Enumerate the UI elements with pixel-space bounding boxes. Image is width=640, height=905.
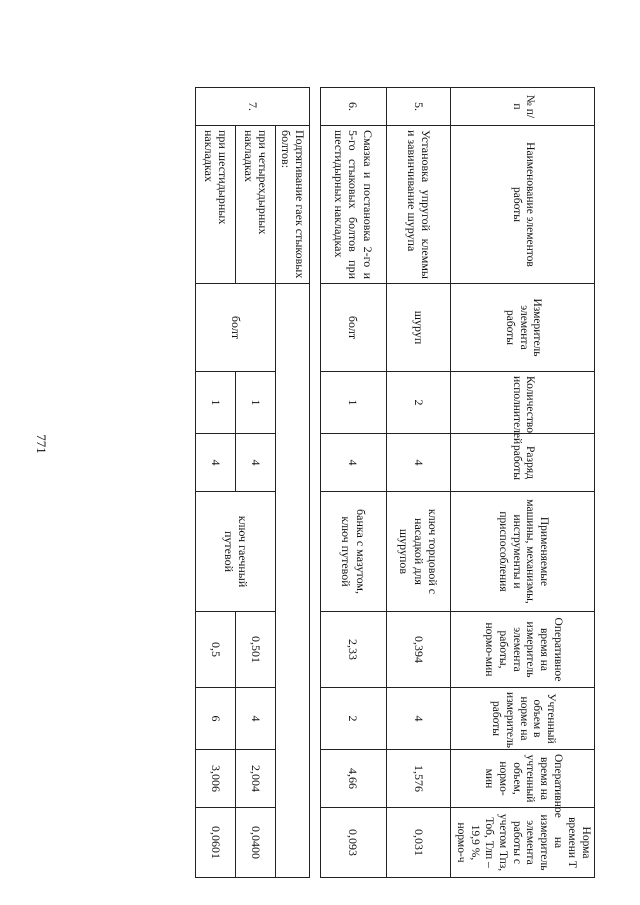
header-tools: Применяемые машины, механизмы, инструменты и приспособления xyxy=(451,492,595,612)
sub-row-op-time: 0,501 xyxy=(236,612,276,688)
norm-table xyxy=(195,87,595,878)
row-num: 6. xyxy=(320,88,386,126)
group-meter: болт xyxy=(196,284,277,372)
sub-row-name: при четырехдырных накладках xyxy=(236,126,276,284)
row-op-time: 2,33 xyxy=(320,612,386,688)
sub-row-volume: 6 xyxy=(196,688,236,750)
table-row xyxy=(196,88,236,878)
group-title: Подтягивание гаек стыковых болтов: xyxy=(276,126,310,284)
sub-row-workers: 1 xyxy=(196,372,236,434)
spacer-cell xyxy=(310,88,320,878)
row-grade: 4 xyxy=(320,434,386,492)
sub-row-norm: 0,0601 xyxy=(196,808,236,878)
group-title-row xyxy=(276,88,310,878)
row-op-time: 0,394 xyxy=(386,612,450,688)
row-num: 5. xyxy=(386,88,450,126)
row-volume: 2 xyxy=(320,688,386,750)
sub-row-norm: 0,0400 xyxy=(236,808,276,878)
row-workers: 2 xyxy=(386,372,450,434)
header-meter: Измеритель элемента работы xyxy=(451,284,595,372)
header-name: Наименование элементов работы xyxy=(451,126,595,284)
header-row xyxy=(451,88,595,878)
sub-row-op-time: 0,5 xyxy=(196,612,236,688)
header-volume: Учтенный объем в норме на измеритель работы xyxy=(451,688,595,750)
header-grade: Разряд работы xyxy=(451,434,595,492)
sub-row-op-time-volume: 3,006 xyxy=(196,750,236,808)
page-number: 771 xyxy=(34,434,49,454)
spacer-row xyxy=(310,88,320,878)
row-name: Установка упругой клеммы и завинчивание шурупа xyxy=(386,126,450,284)
row-tools: ключ торцовой с насадкой для шурупов xyxy=(386,492,450,612)
sub-row-workers: 1 xyxy=(236,372,276,434)
row-name: Смазка и постановка 2-го и 5-го стыковых болтов при шестидырных накладках xyxy=(320,126,386,284)
row-meter: шуруп xyxy=(386,284,450,372)
header-workers: Количество исполнителей xyxy=(451,372,595,434)
row-op-time-volume: 1,576 xyxy=(386,750,450,808)
header-op-time: Оперативное время на измеритель элемента работы, нормо-мин xyxy=(451,612,595,688)
row-tools: банка с мазутом, ключ путевой xyxy=(320,492,386,612)
sub-row-grade: 4 xyxy=(236,434,276,492)
group-tools: ключ гаечный путевой xyxy=(196,492,277,612)
norm-table-rotated xyxy=(195,87,595,877)
sub-row-volume: 4 xyxy=(236,688,276,750)
sub-row-name: при шестидырных накладках xyxy=(196,126,236,284)
row-workers: 1 xyxy=(320,372,386,434)
row-meter: болт xyxy=(320,284,386,372)
sub-row-grade: 4 xyxy=(196,434,236,492)
row-op-time-volume: 4,66 xyxy=(320,750,386,808)
sub-row-op-time-volume: 2,004 xyxy=(236,750,276,808)
table-row xyxy=(236,88,276,878)
header-num: № п/п xyxy=(451,88,595,126)
row-volume: 4 xyxy=(386,688,450,750)
row-norm: 0,031 xyxy=(386,808,450,878)
group-num: 7. xyxy=(196,88,310,126)
table-row xyxy=(386,88,450,878)
group-title-filler xyxy=(276,284,310,878)
table-row xyxy=(320,88,386,878)
header-op-time-volume: Оперативное время на учтенный объем, нормо-мин xyxy=(451,750,595,808)
row-grade: 4 xyxy=(386,434,450,492)
header-norm: Норма времени Т на измеритель элемента работы с учетом Тпз, Тоб, Тлп – 19,9 %, нормо-ч xyxy=(451,808,595,878)
row-norm: 0,093 xyxy=(320,808,386,878)
